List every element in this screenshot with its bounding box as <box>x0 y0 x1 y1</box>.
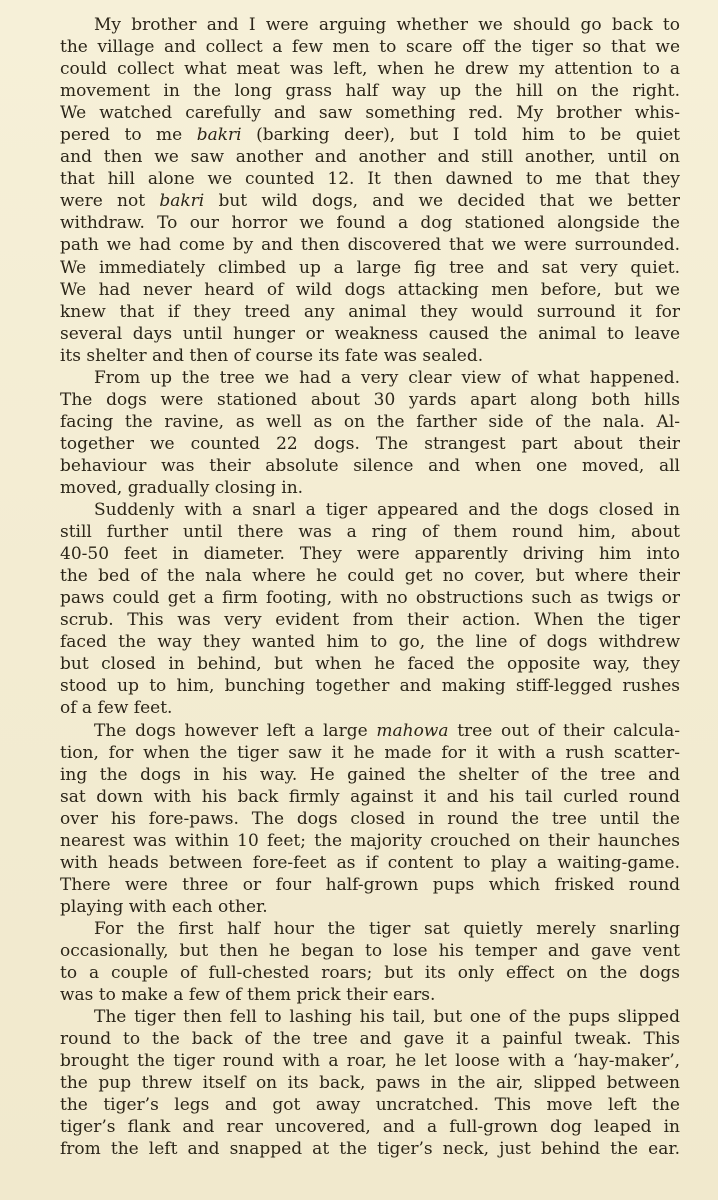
text-line: ing the dogs in his way. He gained the shelter of the tree and <box>60 764 680 785</box>
text-line: tion, for when the tiger saw it he made for it with a rush scatter- <box>60 742 680 763</box>
text-line: sat down with his back firmly against it and his tail curled round <box>60 786 680 807</box>
text-line: The dogs were stationed about 30 yards apart along both hills <box>60 389 680 410</box>
text-line: pered to me bakri (barking deer), but I told him to be quiet <box>60 125 680 146</box>
text-line: For the first half hour the tiger sat quietly merely snarling <box>94 918 680 939</box>
text-line: path we had come by and then discovered that we were surrounded. <box>60 235 680 256</box>
text-line: the village and collect a few men to scare off the tiger so that we <box>60 37 680 58</box>
text-line: withdraw. To our horror we found a dog stationed alongside the <box>60 213 680 234</box>
text-line: the pup threw itself on its back, paws in the air, slipped between <box>60 1073 680 1094</box>
paragraph <box>26 367 680 499</box>
text-line: were not bakri but wild dogs, and we decided that we better <box>60 191 680 212</box>
text-line: round to the back of the tree and gave it a painful tweak. This <box>60 1029 680 1050</box>
text-line: over his fore-paws. The dogs closed in round the tree until the <box>60 808 680 829</box>
text-line: its shelter and then of course its fate was sealed. <box>60 345 484 366</box>
text-line: could collect what meat was left, when he drew my attention to a <box>60 59 680 80</box>
paragraph <box>26 720 680 918</box>
text-line: together we counted 22 dogs. The strangest part about their <box>60 433 680 454</box>
text-line: From up the tree we had a very clear view of what happened. <box>94 367 680 388</box>
text-line: the bed of the nala where he could get no cover, but where their <box>60 566 680 587</box>
text-line: that hill alone we counted 12. It then dawned to me that they <box>60 169 680 190</box>
text-line: We watched carefully and saw something red. My brother whis- <box>60 103 680 124</box>
text-line: facing the ravine, as well as on the farther side of the nala. Al- <box>60 411 680 432</box>
text-line: The tiger then fell to lashing his tail, but one of the pups slipped <box>94 1007 680 1028</box>
text-line: and then we saw another and another and still another, until on <box>60 147 680 168</box>
body-text <box>26 14 680 1160</box>
text-line: brought the tiger round with a roar, he let loose with a ‘hay-maker’, <box>60 1051 680 1072</box>
text-line: still further until there was a ring of them round him, about <box>60 522 680 543</box>
text-line: 40-50 feet in diameter. They were apparently driving him into <box>60 544 680 565</box>
text-line: playing with each other. <box>60 896 268 917</box>
text-line: My brother and I were arguing whether we should go back to <box>94 15 680 35</box>
text-line: with heads between fore-feet as if content to play a waiting-game. <box>60 852 680 873</box>
text-line: scrub. This was very evident from their action. When the tiger <box>60 610 680 631</box>
text-line: behaviour was their absolute silence and when one moved, all <box>60 455 680 476</box>
text-line: the tiger’s legs and got away uncratched. This move left the <box>60 1095 680 1116</box>
text-line: tiger’s flank and rear uncovered, and a full-grown dog leaped in <box>60 1117 680 1138</box>
paragraph <box>26 918 680 1006</box>
text-line: movement in the long grass half way up the hill on the right. <box>60 81 680 102</box>
text-line: paws could get a firm footing, with no obstructions such as twigs or <box>60 588 680 609</box>
paragraph <box>26 499 680 719</box>
text-line: was to make a few of them prick their ears. <box>60 985 436 1006</box>
paragraph <box>26 1006 680 1160</box>
text-line: knew that if they treed any animal they would surround it for <box>60 301 680 322</box>
paragraph <box>26 14 680 367</box>
text-line: There were three or four half-grown pups which frisked round <box>60 874 680 895</box>
text-line: We had never heard of wild dogs attacking men before, but we <box>60 279 680 300</box>
text-line: stood up to him, bunching together and making stiff-legged rushes <box>60 676 680 697</box>
text-line: occasionally, but then he began to lose his temper and gave vent <box>60 940 680 961</box>
text-line: several days until hunger or weakness caused the animal to leave <box>60 323 680 344</box>
text-line: but closed in behind, but when he faced the opposite way, they <box>60 654 680 675</box>
text-line: nearest was within 10 feet; the majority crouched on their haunches <box>60 830 680 851</box>
text-line: from the left and snapped at the tiger’s neck, just behind the ear. <box>60 1139 680 1160</box>
text-line: of a few feet. <box>60 698 173 719</box>
text-line: moved, gradually closing in. <box>60 477 304 498</box>
text-line: We immediately climbed up a large fig tree and sat very quiet. <box>60 257 680 278</box>
text-line: Suddenly with a snarl a tiger appeared and the dogs closed in <box>94 500 680 521</box>
text-line: The dogs however left a large mahowa tree out of their calcula- <box>94 720 680 741</box>
text-line: faced the way they wanted him to go, the line of dogs withdrew <box>60 632 680 653</box>
text-line: to a couple of full-chested roars; but its only effect on the dogs <box>60 963 680 984</box>
